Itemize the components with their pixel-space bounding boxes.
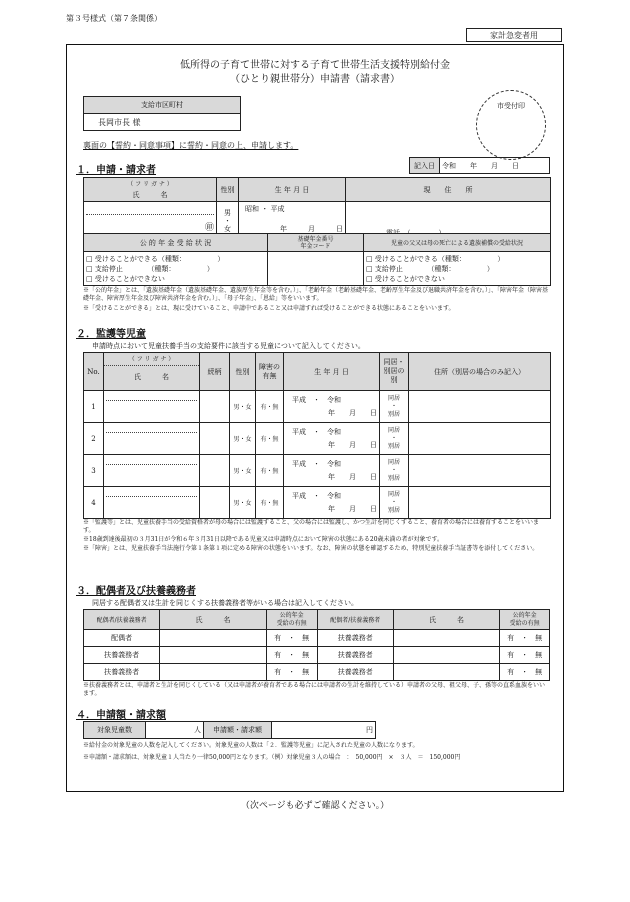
form-title-line2: （ひとり親世帯分）申請書（請求書） bbox=[230, 74, 400, 85]
col-furigana: （ フ リ ガ ナ ） bbox=[104, 355, 199, 366]
col-dep-pension-right bbox=[500, 610, 550, 630]
form-title-line1: 低所得の子育て世帯に対する子育て世帯生活支援特別給付金 bbox=[180, 60, 450, 71]
section2-note2: ※18歳到達後最初の３月31日が令和６年３月31日以降である児童又は申請時点において障害の状態にある20歳未満の者が対象です。 bbox=[83, 536, 444, 543]
survivor-opt-receivable[interactable]: □ 受けることができる（種類： ） bbox=[366, 254, 505, 263]
cohabit-dot: ・ bbox=[390, 434, 397, 442]
child-address-cell[interactable] bbox=[409, 423, 551, 455]
child-address-cell[interactable] bbox=[409, 391, 551, 423]
pension-opt-none[interactable]: □ 受けることができない bbox=[86, 274, 165, 283]
child-no: 4 bbox=[84, 487, 104, 519]
child-name-cell[interactable] bbox=[104, 391, 200, 423]
col-dep-name-right: 氏 名 bbox=[393, 610, 499, 630]
dep-name-field[interactable] bbox=[393, 630, 499, 647]
address-header: 現 住 所 bbox=[346, 178, 551, 202]
pledge-text: 裏面の【誓約・同意事項】に誓約・同意の上、申請します。 bbox=[83, 141, 299, 150]
child-ymd: 年 月 日 bbox=[328, 504, 377, 513]
amount-table bbox=[83, 721, 376, 739]
dep-type: 扶養義務者 bbox=[84, 664, 160, 681]
col-name bbox=[104, 353, 200, 391]
col-relation: 続柄 bbox=[200, 353, 230, 391]
child-cohabit-cell[interactable] bbox=[380, 391, 409, 423]
entry-date-label: 記入日 bbox=[410, 158, 440, 174]
survivor-opt-suspended[interactable]: □ 支給停止 （種類： ） bbox=[366, 264, 494, 273]
dob-era: 昭和 ・ 平成 bbox=[245, 205, 285, 213]
cohabit-dot: ・ bbox=[390, 402, 397, 410]
child-furigana-line bbox=[106, 488, 197, 497]
survivor-status-header: 児童の父又は母の死亡による遺族補償の受給状況 bbox=[364, 234, 551, 252]
child-disability[interactable]: 有・無 bbox=[256, 487, 284, 519]
section1-note2: ※「受けることができる」とは、現に受けていること、申請中であること又は申請すれば受けることができる状態にあることをいいます。 bbox=[83, 305, 455, 312]
dep-type: 扶養義務者 bbox=[317, 664, 393, 681]
dependents-table bbox=[83, 609, 550, 681]
cohabit-a: 同居 bbox=[387, 458, 400, 466]
child-name-cell[interactable] bbox=[104, 455, 200, 487]
child-relation-cell[interactable] bbox=[200, 455, 230, 487]
municipality-value: 長岡市長 様 bbox=[84, 114, 241, 131]
children-count-field[interactable]: 人 bbox=[146, 722, 204, 739]
dep-pension-choice[interactable]: 有 ・ 無 bbox=[266, 647, 317, 664]
furigana-header: （ フ リ ガ ナ ） bbox=[84, 178, 217, 190]
reception-stamp-area bbox=[476, 90, 546, 160]
child-relation-cell[interactable] bbox=[200, 423, 230, 455]
survivor-status-options[interactable] bbox=[364, 252, 551, 286]
cohabit-b: 別居 bbox=[387, 442, 400, 450]
child-cohabit-cell[interactable] bbox=[380, 487, 409, 519]
cohabit-a: 同居 bbox=[387, 394, 400, 402]
child-no: 3 bbox=[84, 455, 104, 487]
col-pension-l1: 公的年金 bbox=[279, 611, 304, 619]
survivor-opt-none[interactable]: □ 受けることができない bbox=[366, 274, 445, 283]
col-pension-l2: 受給の有無 bbox=[276, 619, 307, 627]
gender-header: 性別 bbox=[217, 178, 239, 202]
child-dob-cell[interactable] bbox=[284, 487, 380, 519]
child-no: 1 bbox=[84, 391, 104, 423]
child-gender[interactable]: 男・女 bbox=[230, 391, 256, 423]
furigana-line bbox=[86, 205, 214, 215]
dep-name-field[interactable] bbox=[160, 647, 266, 664]
dep-pension-choice[interactable]: 有 ・ 無 bbox=[500, 664, 550, 681]
cohabit-b: 別居 bbox=[387, 506, 400, 514]
cohabit-b: 別居 bbox=[387, 410, 400, 418]
child-dob-cell[interactable] bbox=[284, 391, 380, 423]
col-cohabit-2: 別居の bbox=[383, 367, 405, 375]
child-disability[interactable]: 有・無 bbox=[256, 391, 284, 423]
name-header: 氏 名 bbox=[84, 189, 217, 202]
dependent-row bbox=[84, 664, 550, 681]
col-pension-r1: 公的年金 bbox=[512, 611, 537, 619]
child-row bbox=[84, 391, 551, 423]
col-dep-name-left: 氏 名 bbox=[160, 610, 266, 630]
child-cohabit-cell[interactable] bbox=[380, 455, 409, 487]
child-ymd: 年 月 日 bbox=[328, 472, 377, 481]
section3-note: ※扶養義務者とは、申請者と生計を同じくしている（又は申請者が養育者である場合には申請者の生計を維持している）申請者の父母、祖父母、子、孫等の直系血族をいいます。 bbox=[83, 682, 546, 697]
col-dep-pension-left bbox=[266, 610, 317, 630]
col-cohabit bbox=[380, 353, 409, 391]
child-era: 平成 ・ 令和 bbox=[292, 395, 341, 404]
col-disability-1: 障害の bbox=[259, 362, 280, 371]
cohabit-dot: ・ bbox=[390, 498, 397, 506]
child-era: 平成 ・ 令和 bbox=[292, 491, 341, 500]
form-number: 第３号様式（第７条関係） bbox=[66, 14, 162, 23]
col-address: 住所（別居の場合のみ記入） bbox=[409, 353, 551, 391]
child-cohabit-cell[interactable] bbox=[380, 423, 409, 455]
dep-pension-choice[interactable]: 有 ・ 無 bbox=[266, 664, 317, 681]
child-era: 平成 ・ 令和 bbox=[292, 427, 341, 436]
section3-intro: 同居する配偶者又は生計を同じくする扶養義務者等がいる場合は記入してください。 bbox=[92, 599, 358, 607]
dep-name-field[interactable] bbox=[393, 664, 499, 681]
section3-title: ３．配偶者及び扶養義務者 bbox=[76, 586, 196, 597]
dep-type: 扶養義務者 bbox=[317, 647, 393, 664]
child-gender[interactable]: 男・女 bbox=[230, 487, 256, 519]
dep-type: 扶養義務者 bbox=[84, 647, 160, 664]
cohabit-a: 同居 bbox=[387, 426, 400, 434]
pension-table bbox=[83, 233, 551, 286]
gender-male: 男 bbox=[224, 208, 231, 217]
col-no: No. bbox=[84, 353, 104, 391]
col-dep-type-left: 配偶者/扶養義務者 bbox=[84, 610, 160, 630]
col-gender: 性別 bbox=[230, 353, 256, 391]
seal-mark: ㊞ bbox=[204, 223, 214, 233]
pension-code-field[interactable] bbox=[268, 252, 364, 286]
child-address-cell[interactable] bbox=[409, 487, 551, 519]
dep-pension-choice[interactable]: 有 ・ 無 bbox=[266, 630, 317, 647]
stamp-label: 市受付印 bbox=[497, 102, 525, 110]
col-cohabit-3: 別 bbox=[390, 376, 398, 384]
dob-ymd: 年 月 日 bbox=[280, 225, 343, 233]
child-gender[interactable]: 男・女 bbox=[230, 455, 256, 487]
child-disability[interactable]: 有・無 bbox=[256, 423, 284, 455]
section4-title: ４．申請額・請求額 bbox=[76, 710, 166, 721]
col-pension-r2: 受給の有無 bbox=[509, 619, 540, 627]
cohabit-a: 同居 bbox=[387, 490, 400, 498]
section2-note3: ※「障害」とは、児童扶養手当法施行令第１条第１項に定める障害の状態をいいます。なお、障害の状態を確認するため、特別児童扶養手当証書等を添付してください。 bbox=[83, 545, 539, 552]
dep-pension-choice[interactable]: 有 ・ 無 bbox=[500, 647, 550, 664]
municipality-label: 支給市区町村 bbox=[84, 97, 241, 114]
child-dob-cell[interactable] bbox=[284, 455, 380, 487]
section1-title: １．申請・請求者 bbox=[76, 165, 156, 176]
gender-female: 女 bbox=[224, 224, 231, 233]
cohabit-dot: ・ bbox=[390, 466, 397, 474]
child-row bbox=[84, 423, 551, 455]
section4-note1: ※給付金の対象児童の人数を記入してください。対象児童の人数は「２．監護等児童」に記入された児童の人数になります。 bbox=[83, 742, 419, 749]
form-type-badge: 家計急変者用 bbox=[466, 28, 562, 42]
dob-header: 生 年 月 日 bbox=[239, 178, 346, 202]
section2-title: ２．監護等児童 bbox=[76, 329, 146, 340]
entry-date-box bbox=[409, 157, 550, 174]
section1-note1: ※「公的年金」とは、「遺族基礎年金（遺族基礎年金、遺族厚生年金等を含む。）」、「老齢年金（老齢基礎年金、老齢厚生年金及び退職共済年金を含む。）」、「障害年金（障害基礎年金、障害厚生年金及び障害共済年金を含む。）」、「母子年金」、「恩給」等をいいます。 bbox=[83, 287, 549, 302]
child-era: 平成 ・ 令和 bbox=[292, 459, 341, 468]
col-disability bbox=[256, 353, 284, 391]
child-row bbox=[84, 455, 551, 487]
child-row bbox=[84, 487, 551, 519]
dep-type: 配偶者 bbox=[84, 630, 160, 647]
col-disability-2: 有無 bbox=[262, 371, 277, 380]
child-furigana-line bbox=[106, 424, 197, 433]
children-count-label: 対象児童数 bbox=[84, 722, 146, 739]
child-furigana-line bbox=[106, 392, 197, 401]
child-address-cell[interactable] bbox=[409, 455, 551, 487]
pension-code-label2: 年金コード bbox=[300, 242, 331, 250]
col-cohabit-1: 同居・ bbox=[383, 358, 405, 366]
col-name-label: 氏 名 bbox=[134, 373, 169, 381]
pension-opt-suspended[interactable]: □ 支給停止 （種類： ） bbox=[86, 264, 214, 273]
child-furigana-line bbox=[106, 456, 197, 465]
child-ymd: 年 月 日 bbox=[328, 440, 377, 449]
dep-name-field[interactable] bbox=[393, 647, 499, 664]
child-relation-cell[interactable] bbox=[200, 487, 230, 519]
dependent-row bbox=[84, 630, 550, 647]
col-dep-type-right: 配偶者/扶養義務者 bbox=[317, 610, 393, 630]
section2-intro: 申請時点において児童扶養手当の支給要件に該当する児童について記入してください。 bbox=[92, 342, 365, 350]
municipality-box bbox=[83, 96, 241, 131]
footer-note: （次ページも必ずご確認ください。） bbox=[240, 801, 390, 811]
pension-status-options[interactable] bbox=[84, 252, 268, 286]
pension-status-header: 公 的 年 金 受 給 状 況 bbox=[84, 234, 268, 252]
child-ymd: 年 月 日 bbox=[328, 408, 377, 417]
amount-label: 申請額・請求額 bbox=[204, 722, 272, 739]
cohabit-b: 別居 bbox=[387, 474, 400, 482]
pension-opt-receivable[interactable]: □ 受けることができる（種類： ） bbox=[86, 254, 225, 263]
section2-note1: ※「監護等」とは、児童扶養手当の受給資格者が母の場合には監護すること、父の場合には監護し、かつ生計を同じくすること、養育者の場合には養育することをいいます。 bbox=[83, 519, 540, 534]
amount-field[interactable]: 円 bbox=[272, 722, 376, 739]
entry-date-field[interactable]: 令和 年 月 日 bbox=[440, 158, 550, 174]
child-gender[interactable]: 男・女 bbox=[230, 423, 256, 455]
child-disability[interactable]: 有・無 bbox=[256, 455, 284, 487]
applicant-table bbox=[83, 177, 551, 240]
children-table bbox=[83, 352, 551, 519]
child-relation-cell[interactable] bbox=[200, 391, 230, 423]
dep-name-field[interactable] bbox=[160, 664, 266, 681]
dep-type: 扶養義務者 bbox=[317, 630, 393, 647]
child-dob-cell[interactable] bbox=[284, 423, 380, 455]
child-name-cell[interactable] bbox=[104, 423, 200, 455]
dependent-row bbox=[84, 647, 550, 664]
child-no: 2 bbox=[84, 423, 104, 455]
dep-pension-choice[interactable]: 有 ・ 無 bbox=[500, 630, 550, 647]
gender-dot: ・ bbox=[224, 216, 231, 225]
pension-code-header bbox=[268, 234, 364, 252]
pension-code-label1: 基礎年金番号 bbox=[297, 235, 334, 243]
col-dob: 生 年 月 日 bbox=[284, 353, 380, 391]
section4-note2: ※申請額・請求額は、対象児童１人当たり一律50,000円となります。（例）対象児童３人の場合 ： 50,000円 × ３人 ＝ 150,000円 bbox=[83, 754, 461, 761]
child-name-cell[interactable] bbox=[104, 487, 200, 519]
dep-name-field[interactable] bbox=[160, 630, 266, 647]
